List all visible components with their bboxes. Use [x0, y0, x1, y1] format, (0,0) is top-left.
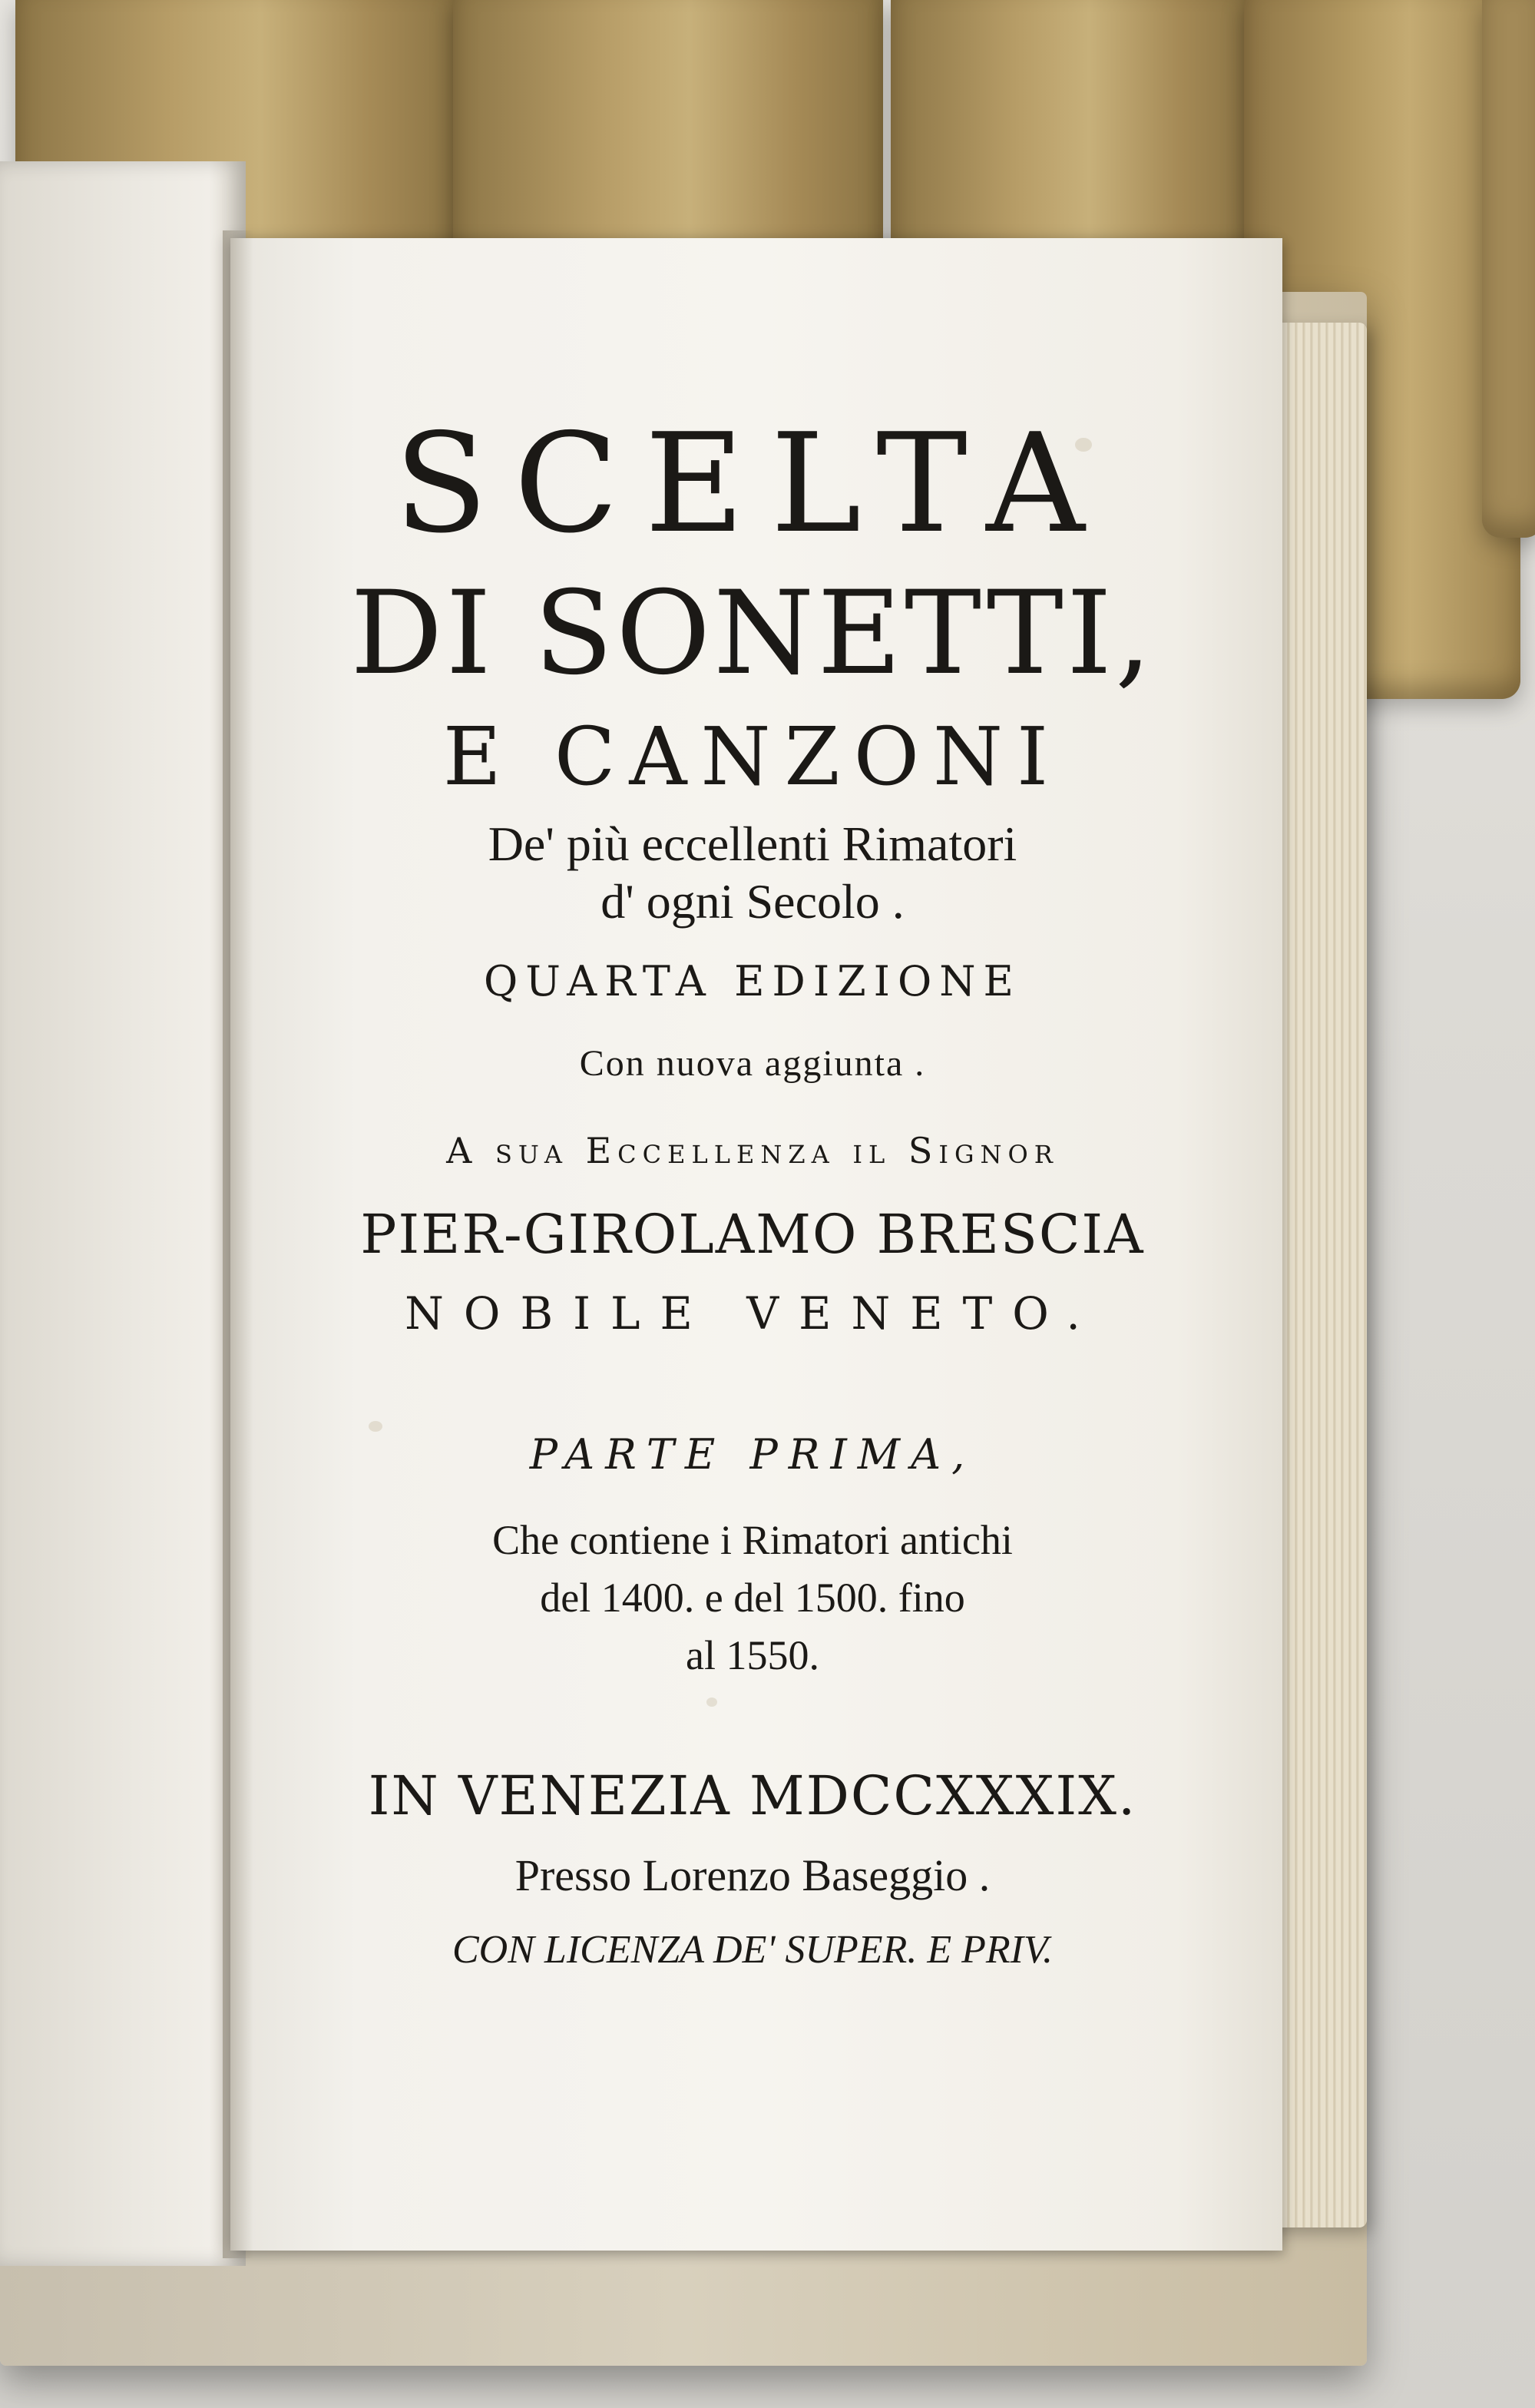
dedication-line: A sua Eccellenza il Signor: [446, 1130, 1059, 1171]
title-line-2: DI SONETTI,: [350, 567, 1155, 701]
foxing-spot: [706, 1698, 717, 1707]
part-description-2: del 1400. e del 1500. fino: [540, 1575, 965, 1621]
part-description-3: al 1550.: [686, 1632, 819, 1678]
part-heading: PARTE PRIMA,: [529, 1430, 976, 1479]
printer-line: Presso Lorenzo Baseggio .: [514, 1850, 991, 1900]
dedicatee-name: PIER-GIROLAMO BRESCIA: [360, 1203, 1145, 1266]
subtitle-line-1: De' più eccellenti Rimatori: [488, 816, 1017, 871]
left-endpaper: [0, 161, 246, 2266]
part-description-1: Che contiene i Rimatori antichi: [492, 1517, 1013, 1563]
subtitle-line-2: d' ogni Secolo .: [600, 874, 905, 929]
title-line-3: E CANZONI: [442, 710, 1063, 803]
imprint-place-date: IN VENEZIA MDCCXXXIX.: [368, 1764, 1137, 1827]
edition-line: QUARTA EDIZIONE: [484, 957, 1021, 1005]
addition-line: Con nuova aggiunta .: [579, 1043, 926, 1084]
license-line: CON LICENZA DE' SUPER. E PRIV.: [452, 1928, 1053, 1972]
title-line-1: SCELTA: [394, 404, 1111, 563]
vellum-volume-back-5: [1482, 0, 1535, 538]
book-gutter-shadow: [223, 230, 253, 2258]
dedicatee-title: NOBILE VENETO.: [405, 1287, 1100, 1340]
